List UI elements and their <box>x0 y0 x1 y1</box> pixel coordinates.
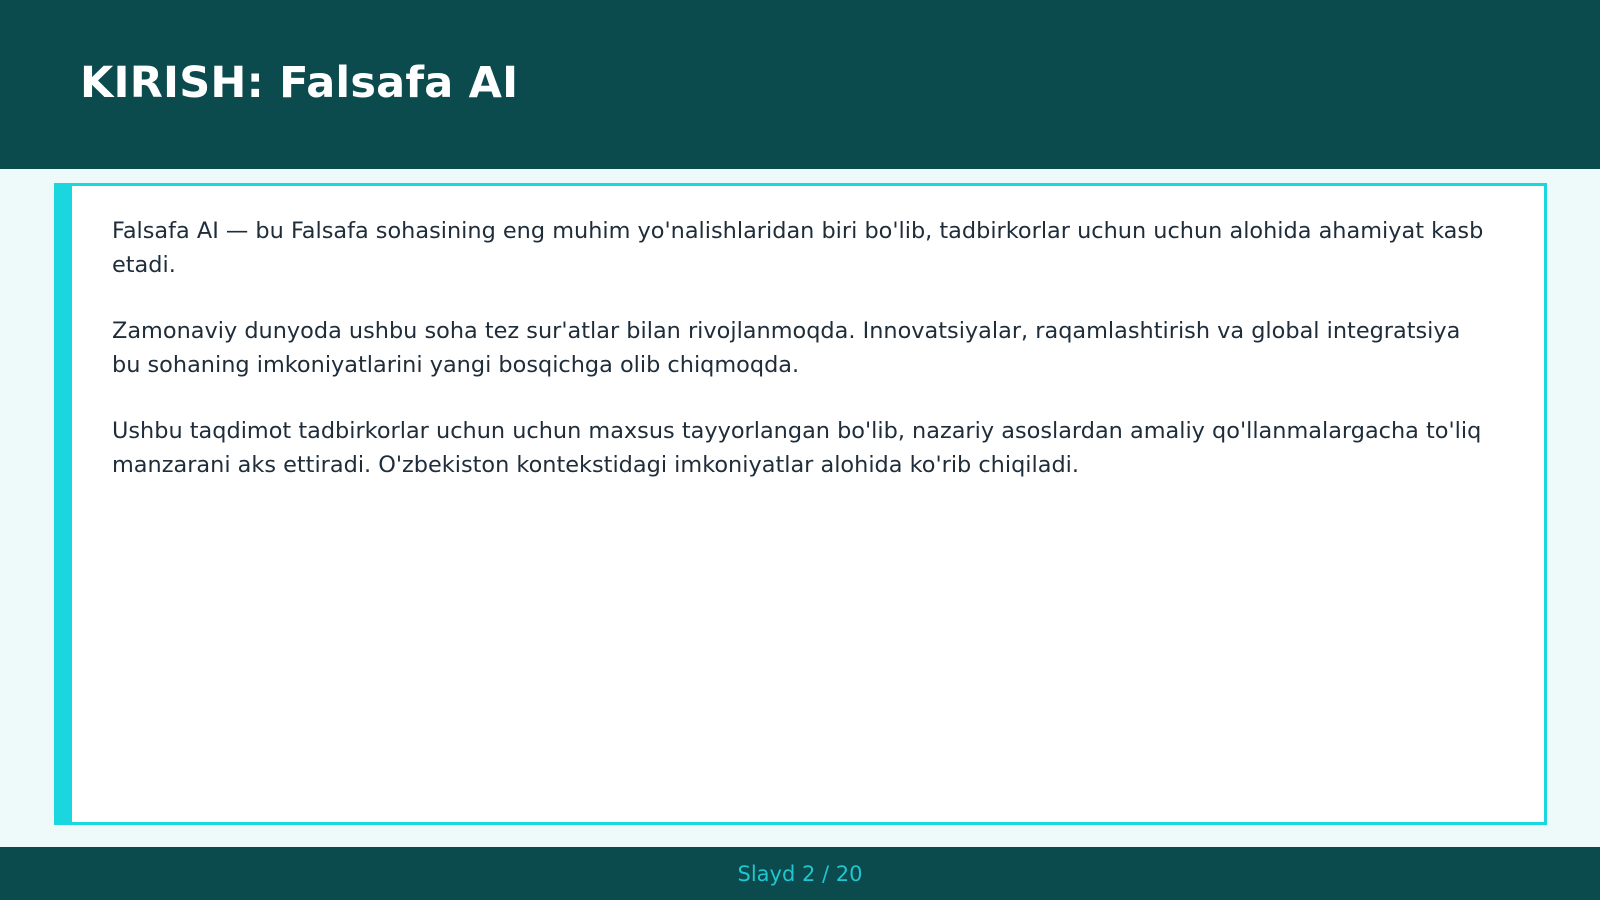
content-panel <box>54 183 1547 825</box>
slide-header <box>0 0 1600 169</box>
body-text <box>112 214 1484 514</box>
paragraph-intro: Falsafa AI — bu Falsafa sohasining eng muhim yo'nalishlaridan biri bo'lib, tadbirkorlar uchun uchun alohida ahamiyat kasb etadi. <box>112 218 1484 278</box>
slide-title: KIRISH: Falsafa AI <box>80 58 519 108</box>
paragraph-presentation: Ushbu taqdimot tadbirkorlar uchun uchun maxsus tayyorlangan bo'lib, nazariy asoslardan amaliy qo'llanmalargacha to'liq manzarani aks ettiradi. O'zbekiston kontekstidagi imkoniyatlar alohida ko'rib chiqiladi. <box>112 418 1482 478</box>
slide-counter: Slayd 2 / 20 <box>737 862 863 886</box>
slide-footer <box>0 847 1600 900</box>
paragraph-modern-world: Zamonaviy dunyoda ushbu soha tez sur'atlar bilan rivojlanmoqda. Innovatsiyalar, raqamlashtirish va global integratsiya bu sohaning imkoniyatlarini yangi bosqichga olib chiqmoqda. <box>112 318 1461 378</box>
